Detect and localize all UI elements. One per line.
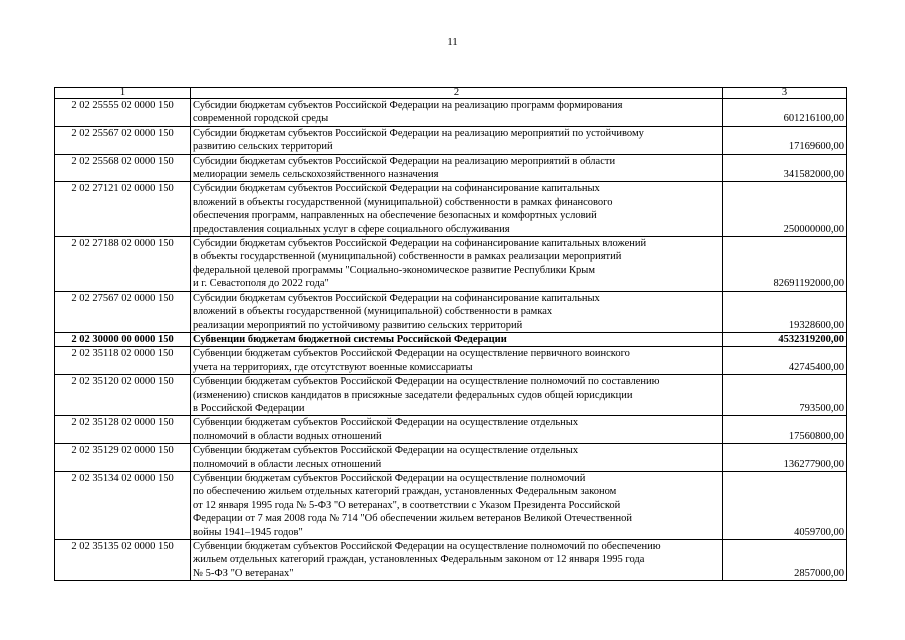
table-row xyxy=(55,126,847,154)
row-code-cell: 2 02 35129 02 0000 150 xyxy=(55,444,191,472)
column-header-description: 2 xyxy=(191,88,723,99)
row-code-cell: 2 02 35118 02 0000 150 xyxy=(55,347,191,375)
row-code-cell: 2 02 35135 02 0000 150 xyxy=(55,540,191,581)
row-amount-cell: 17169600,00 xyxy=(723,126,847,154)
row-code-cell: 2 02 25555 02 0000 150 xyxy=(55,99,191,127)
table-row xyxy=(55,471,847,539)
row-description-cell: Субвенции бюджетам субъектов Российской Федерации на осуществление полномочий по обеспечению жильем отдельных категорий граждан, установленных Федеральным законом от 12 января 1995 года № 5-ФЗ "О ветеранах" xyxy=(191,540,723,581)
row-code-cell: 2 02 27567 02 0000 150 xyxy=(55,291,191,332)
table-row xyxy=(55,237,847,292)
row-amount-cell: 250000000,00 xyxy=(723,182,847,237)
table-row xyxy=(55,154,847,182)
row-code-cell: 2 02 27121 02 0000 150 xyxy=(55,182,191,237)
row-code-cell: 2 02 27188 02 0000 150 xyxy=(55,237,191,292)
row-description-cell: Субвенции бюджетам бюджетной системы Российской Федерации xyxy=(191,332,723,346)
row-code-cell: 2 02 35120 02 0000 150 xyxy=(55,375,191,416)
row-amount-cell: 793500,00 xyxy=(723,375,847,416)
row-amount-cell: 601216100,00 xyxy=(723,99,847,127)
row-amount-cell: 4059700,00 xyxy=(723,471,847,539)
row-amount-cell: 136277900,00 xyxy=(723,444,847,472)
row-description-cell: Субвенции бюджетам субъектов Российской Федерации на осуществление отдельных полномочий в области лесных отношений xyxy=(191,444,723,472)
budget-revenue-table xyxy=(54,87,847,581)
table-row xyxy=(55,332,847,346)
column-header-code: 1 xyxy=(55,88,191,99)
table-row xyxy=(55,416,847,444)
row-amount-cell: 2857000,00 xyxy=(723,540,847,581)
row-amount-cell: 341582000,00 xyxy=(723,154,847,182)
row-amount-cell: 82691192000,00 xyxy=(723,237,847,292)
table-row xyxy=(55,444,847,472)
row-amount-cell: 4532319200,00 xyxy=(723,332,847,346)
row-description-cell: Субсидии бюджетам субъектов Российской Федерации на софинансирование капитальных вложений в объекты государственной (муниципальной) собственности в рамках реализации мероприятий по устойчивому развитию сельских территорий xyxy=(191,291,723,332)
table-row xyxy=(55,182,847,237)
table-row xyxy=(55,99,847,127)
row-description-cell: Субсидии бюджетам субъектов Российской Федерации на софинансирование капитальных вложений в объекты государственной (муниципальной) собственности в рамках финансового обеспечения программ, направленных на обеспечение безопасных и комфортных условий предоставления социальных услуг в сфере социального обслуживания xyxy=(191,182,723,237)
row-description-cell: Субвенции бюджетам субъектов Российской Федерации на осуществление первичного воинского учета на территориях, где отсутствуют военные комиссариаты xyxy=(191,347,723,375)
row-description-cell: Субвенции бюджетам субъектов Российской Федерации на осуществление отдельных полномочий в области водных отношений xyxy=(191,416,723,444)
table-body xyxy=(55,99,847,581)
row-code-cell: 2 02 35128 02 0000 150 xyxy=(55,416,191,444)
row-description-cell: Субвенции бюджетам субъектов Российской Федерации на осуществление полномочий по обеспечению жильем отдельных категорий граждан, установленных Федеральным законом от 12 января 1995 года № 5-ФЗ "О ветеранах", в соответствии с Указом Президента Российской Федерации от 7 мая 2008 года № 714 "Об обеспечении жильем ветеранов Великой Отечественной войны 1941–1945 годов" xyxy=(191,471,723,539)
table-header-row xyxy=(55,88,847,99)
row-description-cell: Субсидии бюджетам субъектов Российской Федерации на софинансирование капитальных вложений в объекты государственной (муниципальной) собственности в рамках реализации мероприятий федеральной целевой программы "Социально-экономическое развитие Республики Крым и г. Севастополя до 2022 года" xyxy=(191,237,723,292)
row-amount-cell: 17560800,00 xyxy=(723,416,847,444)
column-header-amount: 3 xyxy=(723,88,847,99)
row-code-cell: 2 02 25568 02 0000 150 xyxy=(55,154,191,182)
row-amount-cell: 19328600,00 xyxy=(723,291,847,332)
row-amount-cell: 42745400,00 xyxy=(723,347,847,375)
row-description-cell: Субсидии бюджетам субъектов Российской Федерации на реализацию мероприятий в области мелиорации земель сельскохозяйственного назначения xyxy=(191,154,723,182)
row-description-cell: Субвенции бюджетам субъектов Российской Федерации на осуществление полномочий по составлению (изменению) списков кандидатов в присяжные заседатели федеральных судов общей юрисдикции в Российской Федерации xyxy=(191,375,723,416)
table-row xyxy=(55,540,847,581)
page-number: 11 xyxy=(447,36,458,48)
row-description-cell: Субсидии бюджетам субъектов Российской Федерации на реализацию мероприятий по устойчивому развитию сельских территорий xyxy=(191,126,723,154)
row-code-cell: 2 02 35134 02 0000 150 xyxy=(55,471,191,539)
table-row xyxy=(55,375,847,416)
row-code-cell: 2 02 30000 00 0000 150 xyxy=(55,332,191,346)
row-code-cell: 2 02 25567 02 0000 150 xyxy=(55,126,191,154)
table-row xyxy=(55,347,847,375)
table-row xyxy=(55,291,847,332)
row-description-cell: Субсидии бюджетам субъектов Российской Федерации на реализацию программ формирования современной городской среды xyxy=(191,99,723,127)
